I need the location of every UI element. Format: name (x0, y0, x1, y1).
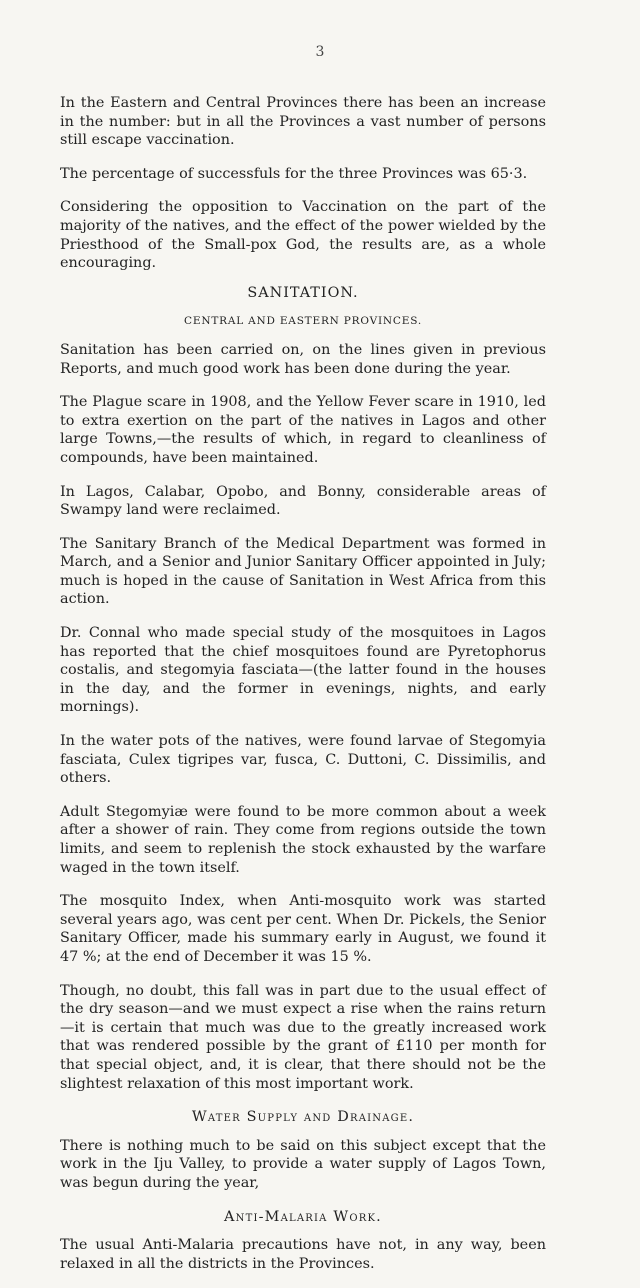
heading-water-supply-drainage: Water Supply and Drainage. (191, 1109, 415, 1126)
paragraph-plague-scare: The Plague scare in 1908, and the Yellow Fever scare in 1910, led to extra exertion on the part of the natives in Lagos and other large Towns,—the results of which, in regard to cleanliness of compounds, have been maintained. (60, 394, 546, 466)
paragraph-swampy-land: In Lagos, Calabar, Opobo, and Bonny, considerable areas of Swampy land were reclaimed. (60, 483, 546, 519)
paragraph-vaccination-increase: In the Eastern and Central Provinces there has been an increase in the number: but in all the Provinces a vast number of persons still escape vaccination. (60, 95, 546, 149)
paragraph-sanitary-branch: The Sanitary Branch of the Medical Department was formed in March, and a Senior and Junior Sanitary Officer appointed in July; much is hoped in the cause of Sanitation in West Africa from this action. (60, 535, 546, 608)
paragraph-water-pots: In the water pots of the natives, were found larvae of Stegomyia fasciata, Culex tigripes var, fusca, C. Duttoni, C. Dissimilis, and others. (60, 733, 546, 787)
paragraph-sanitation-carried-on: Sanitation has been carried on, on the lines given in previous Reports, and much good work has been done during the year. (60, 341, 546, 377)
document-body (60, 94, 546, 1288)
paragraph-opposition: Considering the opposition to Vaccination on the part of the majority of the natives, and the effect of the power wielded by the Priesthood of the Small-pox God, the results are, as a whole encouraging. (60, 199, 546, 272)
paragraph-anti-malaria-precautions: The usual Anti-Malaria precautions have not, in any way, been relaxed in all the districts in the Provinces. (60, 1237, 546, 1272)
heading-sanitation: SANITATION. (247, 284, 359, 301)
paragraph-dry-season: Though, no doubt, this fall was in part due to the usual effect of the dry season—and we must expect a rise when the rains return—it is certain that much was due to the greatly increased work that was rendered possible by the grant of £110 per month for that special object, and, it is clear, that there should not be the slightest relaxation of this most important work. (60, 982, 546, 1092)
subheading-central-eastern-provinces: CENTRAL AND EASTERN PROVINCES. (184, 315, 422, 328)
paragraph-adult-stegomyiae: Adult Stegomyiæ were found to be more common about a week after a shower of rain. They come from regions outside the town limits, and seem to replenish the stock exhausted by the warfare waged in the town itself. (60, 803, 546, 876)
paragraph-mosquito-index: The mosquito Index, when Anti-mosquito work was started several years ago, was cent per cent. When Dr. Pickels, the Senior Sanitary Officer, made his summary early in August, we found it 47 %; at the end of December it was 15 %. (60, 893, 546, 965)
page-number: 3 (315, 44, 325, 60)
paragraph-dr-connal: Dr. Connal who made special study of the mosquitoes in Lagos has reported that the chief mosquitoes found are Pyretophorus costalis, and stegomyia fasciata—(the latter found in the houses in the day, and the former in evenings, nights, and early mornings). (60, 625, 546, 716)
paragraph-percentage-successfuls: The percentage of successfuls for the three Provinces was 65·3. (60, 165, 528, 182)
heading-anti-malaria-work: Anti-Malaria Work. (224, 1208, 382, 1225)
paragraph-iju-valley: There is nothing much to be said on this subject except that the work in the Iju Valley, to provide a water supply of Lagos Town, was begun during the year, (60, 1137, 546, 1191)
